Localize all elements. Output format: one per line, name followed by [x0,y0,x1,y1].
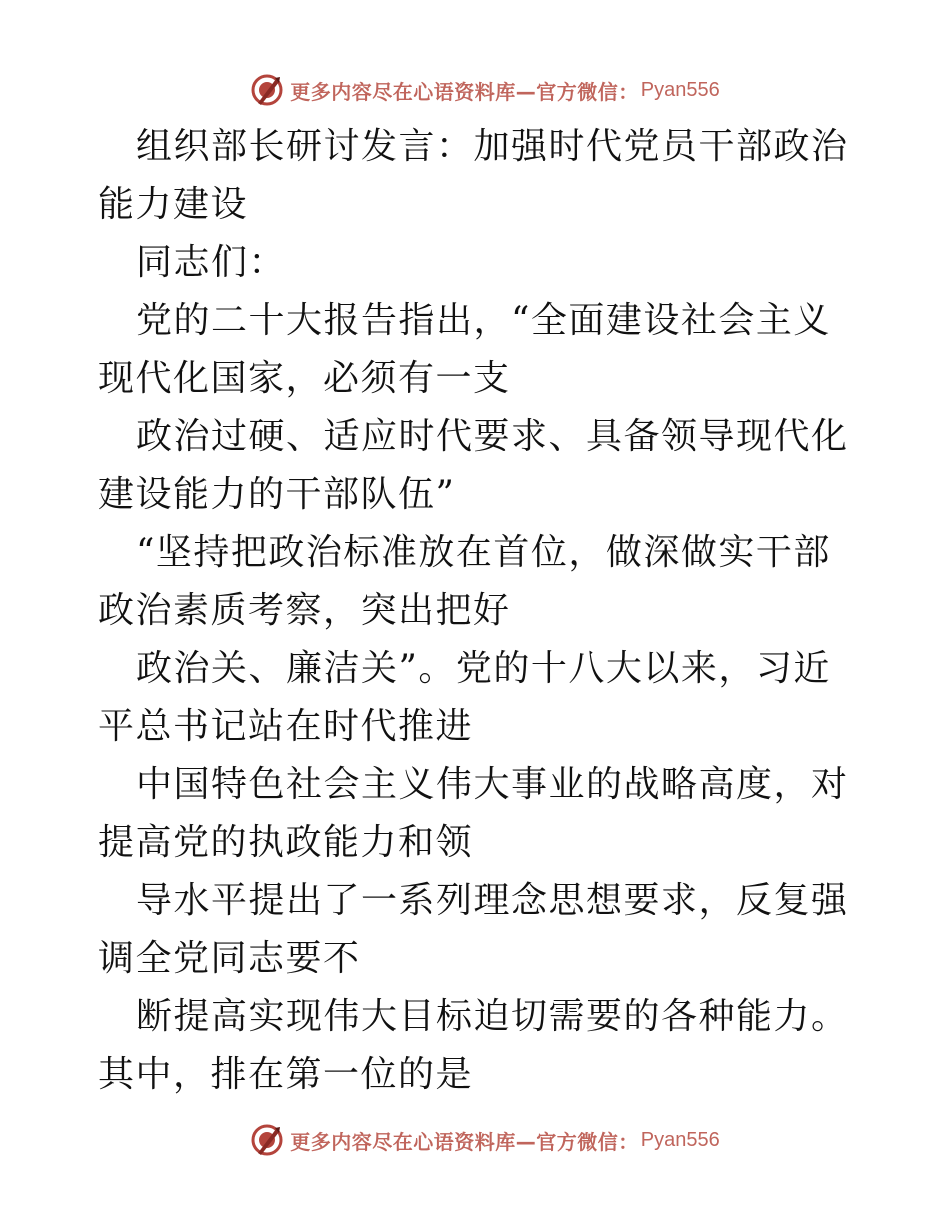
paragraph: 党的二十大报告指出，“全面建设社会主义现代化国家，必须有一支 [98,300,831,399]
footer-banner [0,1120,950,1160]
paragraph: 政治关、廉洁关”。党的十八大以来，习近平总书记站在时代推进 [98,648,831,747]
banner-wechat-handle: Pyan556 [640,1128,720,1151]
document-title: 组织部长研讨发言：加强时代党员干部政治能力建设 [98,126,849,225]
document-body [98,118,850,1104]
header-banner [0,70,950,110]
banner-wechat-handle: Pyan556 [640,78,720,101]
pen-nib-logo-icon [250,73,284,107]
paragraph: 导水平提出了一系列理念思想要求，反复强调全党同志要不 [98,880,849,979]
salutation: 同志们： [136,242,287,283]
paragraph: 断提高实现伟大目标迫切需要的各种能力。其中，排在第一位的是 [98,996,849,1095]
paragraph: “坚持把政治标准放在首位，做深做实干部政治素质考察，突出把好 [98,532,831,631]
paragraph: 政治过硬、适应时代要求、具备领导现代化建设能力的干部队伍” [98,416,849,515]
pen-nib-logo-icon [250,1123,284,1157]
banner-text: 更多内容尽在心语资料库—官方微信： [290,1129,639,1154]
paragraph: 中国特色社会主义伟大事业的战略高度，对提高党的执政能力和领 [98,764,849,863]
banner-text: 更多内容尽在心语资料库—官方微信： [290,79,639,104]
